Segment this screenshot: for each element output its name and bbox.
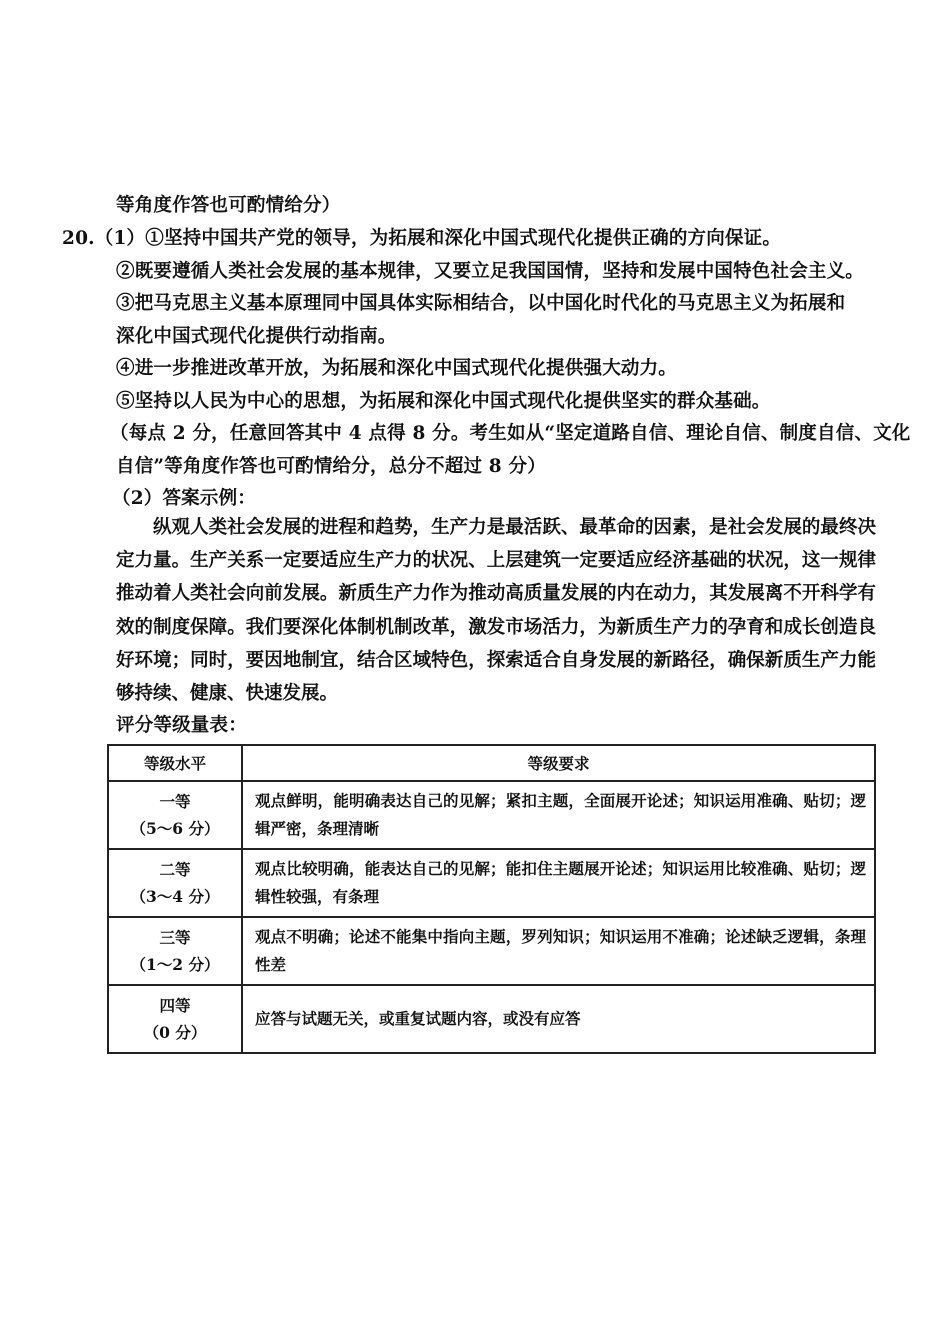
essay-paragraph: 纵观人类社会发展的进程和趋势，生产力是最活跃、最革命的因素，是社会发展的最终决定力量。生产关系一定要适应生产力的状况、上层建筑一定要适应经济基础的状况，这一规律推动着人类社会向前发展。新质生产力作为推动高质量发展的内在动力，其发展离不开科学有效的制度保障。我们要深化体制机制改革，激发市场活力，为新质生产力的孕育和成长创造良好环境；同时，要因地制宜，结合区域特色，探索适合自身发展的新路径，确保新质生产力能够持续、健康、快速发展。	[116, 517, 876, 705]
scoring-note: （每点 2 分，任意回答其中 4 点得 8 分。考生如从“坚定道路自信、理论自信、制度自信、文化	[110, 423, 911, 444]
level-cell	[108, 917, 242, 985]
point-3-cont: 深化中国式现代化提供行动指南。	[116, 326, 397, 347]
point-5: ⑤坚持以人民为中心的思想，为拓展和深化中国式现代化提供坚实的群众基础。	[116, 391, 771, 412]
level-name: 一等	[159, 792, 191, 811]
level-score: （3～4 分）	[130, 887, 220, 906]
table-header-row	[108, 745, 875, 781]
point-3: ③把马克思主义基本原理同中国具体实际相结合，以中国化时代化的马克思主义为拓展和	[116, 293, 846, 314]
rubric-title: 评分等级量表：	[116, 715, 247, 736]
point-4: ④进一步推进改革开放，为拓展和深化中国式现代化提供强大动力。	[116, 358, 678, 379]
level-name: 四等	[159, 996, 191, 1015]
requirement-cell: 观点不明确；论述不能集中指向主题，罗列知识；知识运用不准确；论述缺乏逻辑，条理性差	[242, 917, 875, 985]
part-2-heading: （2）答案示例：	[112, 488, 256, 509]
table-header-requirement: 等级要求	[242, 745, 875, 781]
level-score: （0 分）	[143, 1023, 207, 1042]
table-row	[108, 849, 875, 917]
table-header-level: 等级水平	[108, 745, 242, 781]
level-name: 三等	[159, 928, 191, 947]
level-score: （5～6 分）	[130, 819, 220, 838]
rubric-table	[107, 744, 876, 1054]
requirement-cell: 应答与试题无关，或重复试题内容，或没有应答	[242, 985, 875, 1053]
level-name: 二等	[159, 860, 191, 879]
level-cell	[108, 781, 242, 849]
requirement-cell: 观点鲜明，能明确表达自己的见解；紧扣主题，全面展开论述；知识运用准确、贴切；逻辑严密，条理清晰	[242, 781, 875, 849]
requirement-cell: 观点比较明确，能表达自己的见解；能扣住主题展开论述；知识运用比较准确、贴切；逻辑性较强，有条理	[242, 849, 875, 917]
table-row	[108, 781, 875, 849]
question-20-part-1-point-1: 20.（1）①坚持中国共产党的领导，为拓展和深化中国式现代化提供正确的方向保证。	[62, 228, 782, 249]
table-row	[108, 985, 875, 1053]
scoring-note-cont: 自信”等角度作答也可酌情给分，总分不超过 8 分）	[116, 456, 546, 477]
table-row	[108, 917, 875, 985]
text-line: 等角度作答也可酌情给分）	[116, 195, 341, 216]
level-cell	[108, 985, 242, 1053]
level-score: （1～2 分）	[130, 955, 220, 974]
point-2: ②既要遵循人类社会发展的基本规律，又要立足我国国情，坚持和发展中国特色社会主义。	[116, 261, 865, 282]
level-cell	[108, 849, 242, 917]
